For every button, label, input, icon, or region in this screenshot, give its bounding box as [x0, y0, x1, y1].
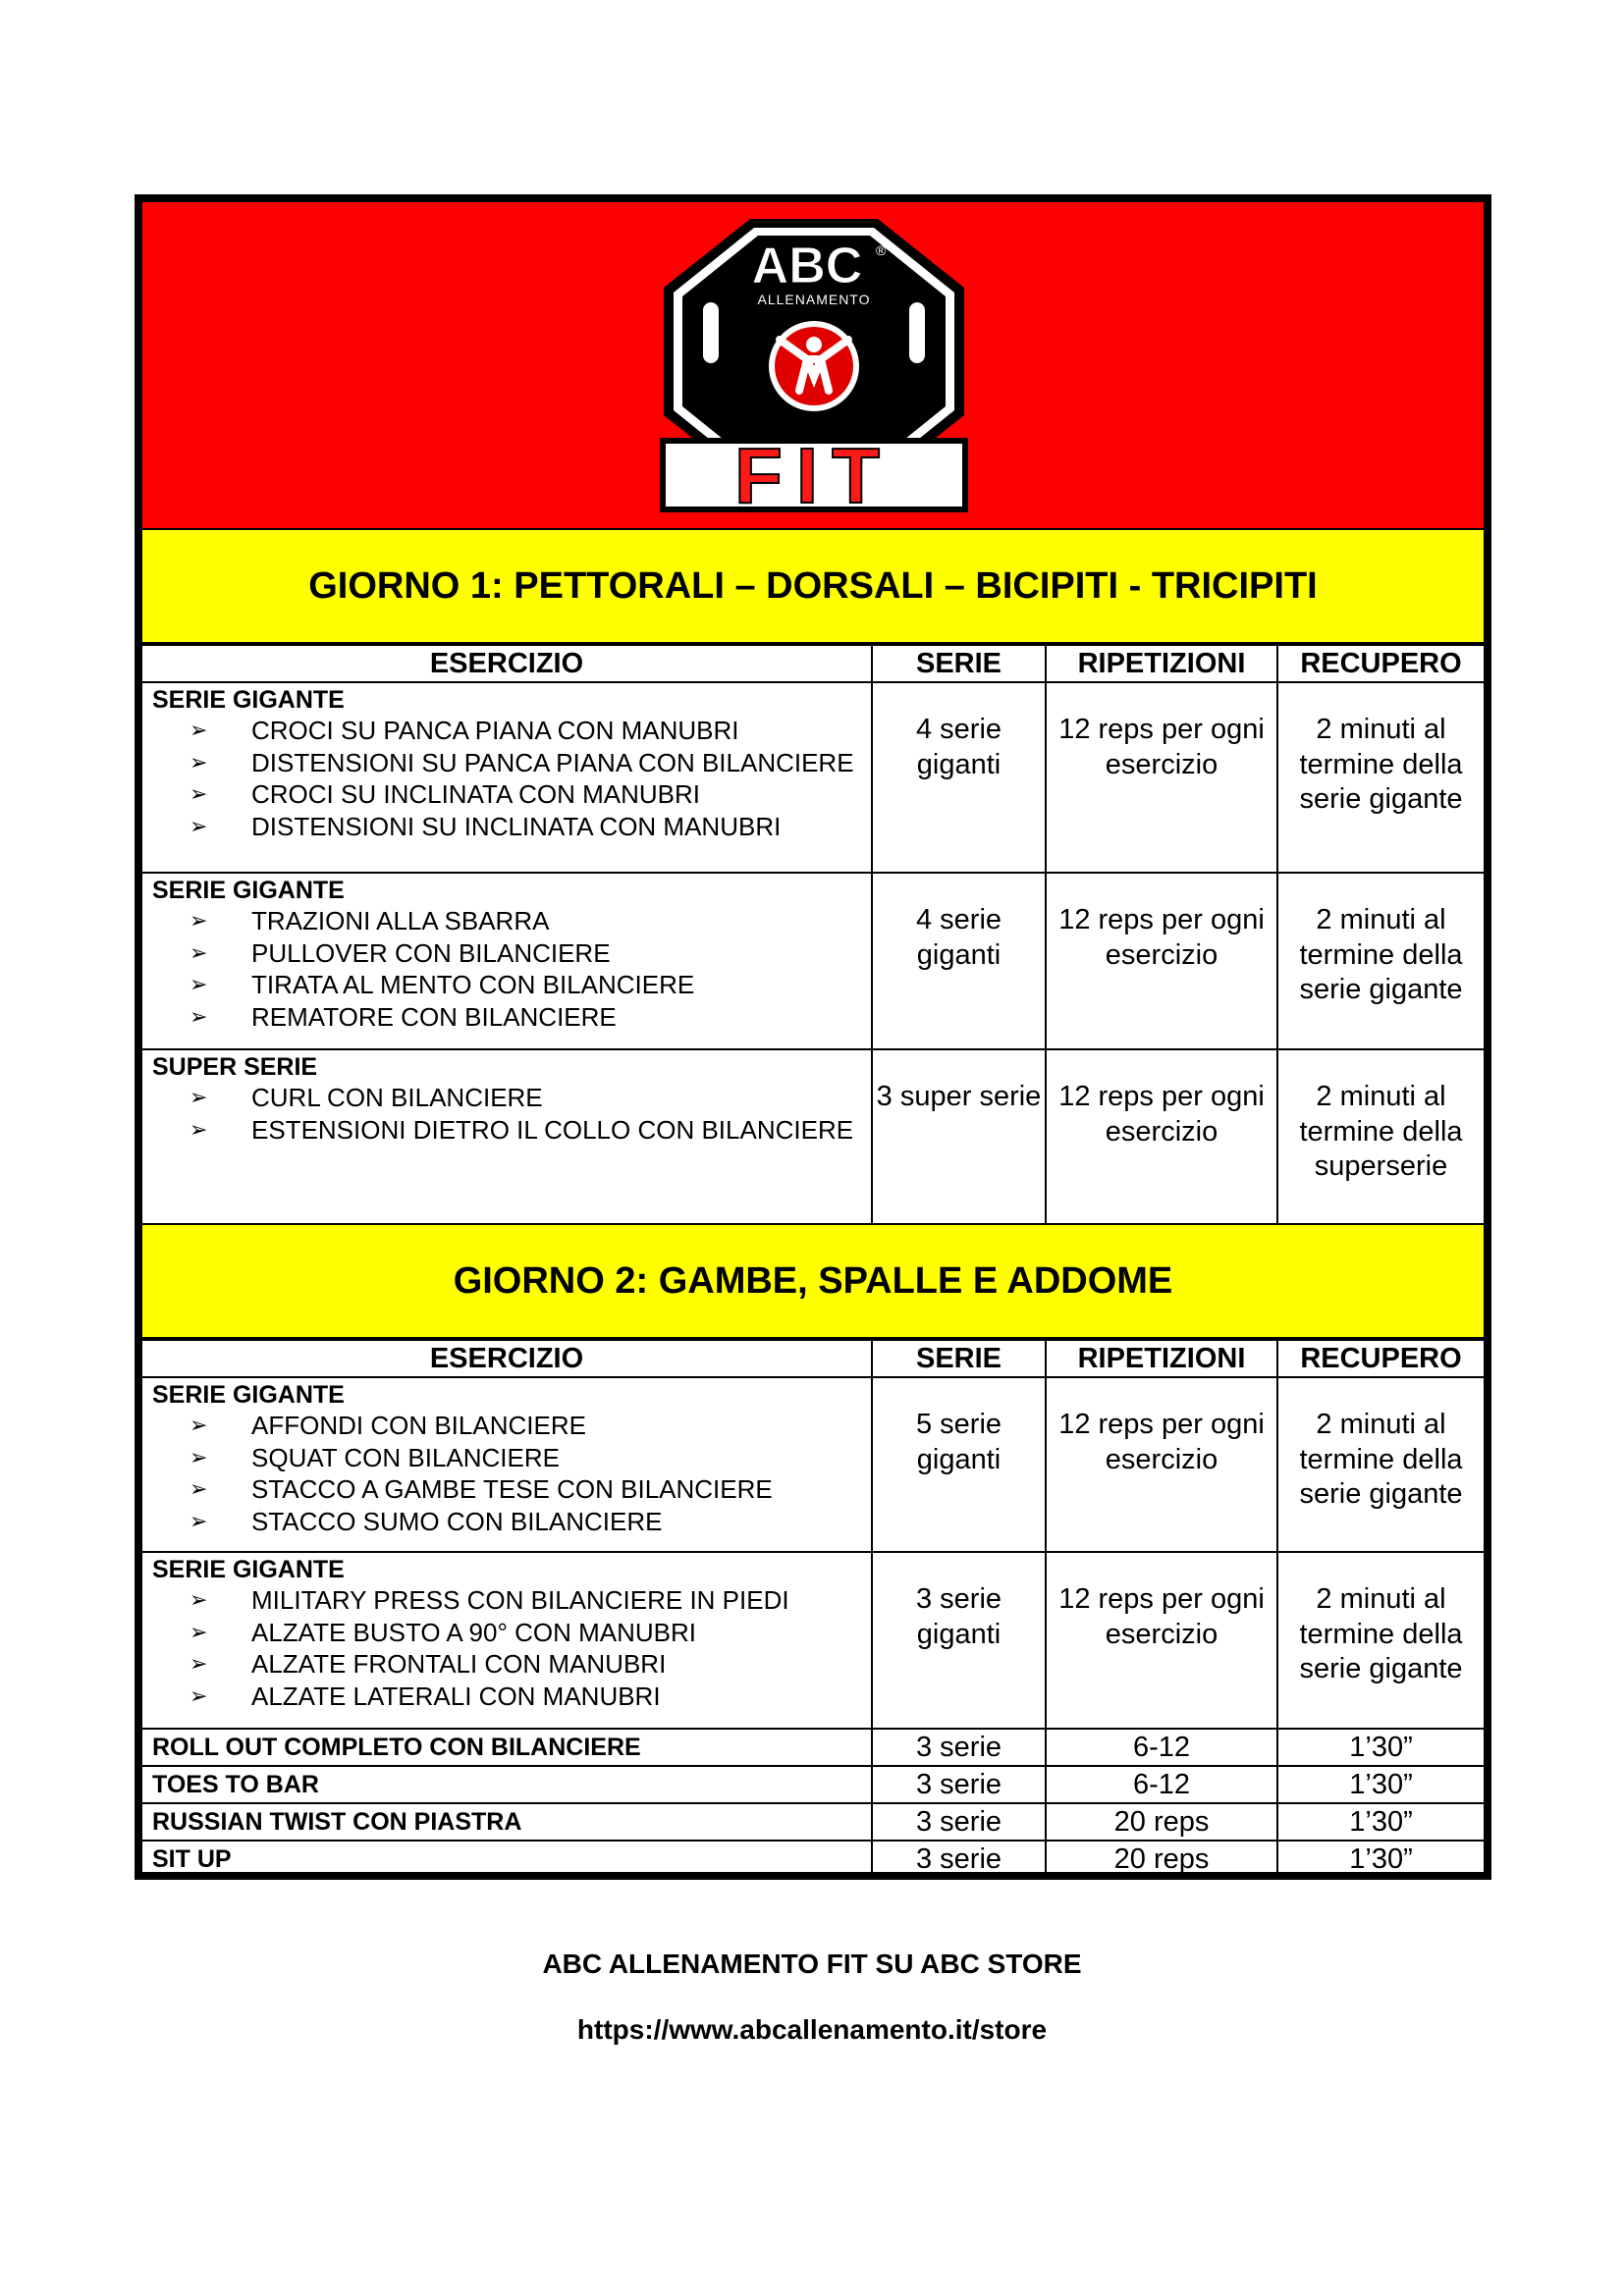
abc-fit-logo	[652, 214, 976, 520]
arrow-bullet-icon: ➢	[189, 972, 208, 996]
logo-fit: FIT	[734, 432, 893, 519]
single-exercise-name: TOES TO BAR	[142, 1766, 872, 1803]
arrow-bullet-icon: ➢	[189, 1085, 208, 1109]
list-item: ➢ TRAZIONI ALLA SBARRA	[189, 906, 550, 935]
header-sets: SERIE	[872, 645, 1046, 682]
list-item: ➢ ALZATE LATERALI CON MANUBRI	[189, 1681, 661, 1711]
logo-subtitle: ALLENAMENTO	[757, 292, 871, 307]
group-type: SERIE GIGANTE	[152, 1381, 345, 1409]
arrow-bullet-icon: ➢	[189, 749, 208, 774]
day2-title: GIORNO 2: GAMBE, SPALLE E ADDOME	[453, 1259, 1173, 1302]
day2-header-row	[142, 1340, 1484, 1377]
header-reps: RIPETIZIONI	[1046, 645, 1277, 682]
rest-cell: 1’30”	[1277, 1729, 1484, 1766]
arrow-bullet-icon: ➢	[189, 1651, 208, 1676]
arrow-bullet-icon: ➢	[189, 1508, 208, 1533]
list-item: ➢ STACCO A GAMBE TESE CON BILANCIERE	[189, 1474, 773, 1504]
list-item: ➢ REMATORE CON BILANCIERE	[189, 1001, 617, 1032]
sets-cell: 3 serie	[872, 1766, 1046, 1803]
arrow-bullet-icon: ➢	[189, 781, 208, 806]
day1-title: GIORNO 1: PETTORALI – DORSALI – BICIPITI - TRICIPITI	[308, 564, 1318, 607]
rest-cell: 2 minuti al termine della serie gigante	[1277, 1552, 1484, 1729]
table-row	[142, 1841, 1484, 1878]
arrow-bullet-icon: ➢	[189, 1476, 208, 1501]
exercise-list	[142, 905, 871, 1033]
exercise-list	[142, 715, 871, 842]
header-rest: RECUPERO	[1277, 1340, 1484, 1377]
sets-cell: 4 serie giganti	[872, 873, 1046, 1049]
rest-cell: 2 minuti al termine della serie gigante	[1277, 682, 1484, 873]
arrow-bullet-icon: ➢	[189, 1116, 208, 1142]
logo-band	[142, 202, 1484, 530]
sets-cell: 3 super serie	[872, 1049, 1046, 1224]
reps-cell: 6-12	[1046, 1766, 1277, 1803]
sets-cell: 3 serie giganti	[872, 1552, 1046, 1729]
rest-cell: 2 minuti al termine della serie gigante	[1277, 873, 1484, 1049]
table-row	[142, 1377, 1484, 1552]
group-type: SERIE GIGANTE	[152, 686, 345, 714]
header-sets: SERIE	[872, 1340, 1046, 1377]
arrow-bullet-icon: ➢	[189, 1444, 208, 1469]
footer-store-line: ABC ALLENAMENTO FIT SU ABC STORE	[542, 1949, 1082, 1979]
reps-cell: 20 reps	[1046, 1803, 1277, 1841]
workout-sheet	[135, 194, 1491, 1880]
table-row	[142, 1552, 1484, 1729]
arrow-bullet-icon: ➢	[189, 1003, 208, 1029]
exercise-cell	[142, 682, 872, 873]
table-row	[142, 1049, 1484, 1224]
group-type: SERIE GIGANTE	[152, 877, 345, 904]
table-row	[142, 1766, 1484, 1803]
exercise-list	[142, 1082, 871, 1146]
list-item: ➢ STACCO SUMO CON BILANCIERE	[189, 1506, 663, 1536]
rest-cell: 1’30”	[1277, 1803, 1484, 1841]
table-row	[142, 1803, 1484, 1841]
arrow-bullet-icon: ➢	[189, 939, 208, 965]
list-item: ➢ ESTENSIONI DIETRO IL COLLO CON BILANCIERE	[189, 1114, 854, 1145]
list-item: ➢ CROCI SU PANCA PIANA CON MANUBRI	[189, 716, 739, 745]
list-item: ➢ TIRATA AL MENTO CON BILANCIERE	[189, 970, 695, 999]
arrow-bullet-icon: ➢	[189, 1587, 208, 1612]
sets-cell: 3 serie	[872, 1841, 1046, 1878]
list-item: ➢ DISTENSIONI SU INCLINATA CON MANUBRI	[189, 811, 782, 841]
list-item: ➢ PULLOVER CON BILANCIERE	[189, 937, 611, 968]
reps-cell: 12 reps per ogni esercizio	[1046, 1049, 1277, 1224]
list-item: ➢ MILITARY PRESS CON BILANCIERE IN PIEDI	[189, 1585, 789, 1615]
day2-table	[142, 1339, 1484, 1879]
exercise-cell	[142, 1377, 872, 1552]
single-exercise-name: RUSSIAN TWIST CON PIASTRA	[142, 1803, 872, 1841]
table-row	[142, 1729, 1484, 1766]
day2-title-band	[142, 1223, 1484, 1339]
logo-brand: ABC	[751, 238, 863, 294]
header-exercise: ESERCIZIO	[142, 645, 872, 682]
day1-header-row	[142, 645, 1484, 682]
exercise-cell	[142, 1049, 872, 1224]
exercise-cell	[142, 1552, 872, 1729]
table-row	[142, 682, 1484, 873]
header-reps: RIPETIZIONI	[1046, 1340, 1277, 1377]
rest-cell: 1’30”	[1277, 1841, 1484, 1878]
arrow-bullet-icon: ➢	[189, 1619, 208, 1644]
reps-cell: 12 reps per ogni esercizio	[1046, 1377, 1277, 1552]
rest-cell: 2 minuti al termine della superserie	[1277, 1049, 1484, 1224]
reps-cell: 6-12	[1046, 1729, 1277, 1766]
arrow-bullet-icon: ➢	[189, 908, 208, 933]
reps-cell: 20 reps	[1046, 1841, 1277, 1878]
day1-title-band	[142, 528, 1484, 644]
list-item: ➢ SQUAT CON BILANCIERE	[189, 1442, 560, 1472]
arrow-bullet-icon: ➢	[189, 718, 208, 742]
list-item: ➢ DISTENSIONI SU PANCA PIANA CON BILANCIERE	[189, 747, 854, 777]
sets-cell: 3 serie	[872, 1729, 1046, 1766]
list-item: ➢ CROCI SU INCLINATA CON MANUBRI	[189, 779, 700, 809]
footer-store-url[interactable]: https://www.abcallenamento.it/store	[576, 2014, 1048, 2045]
reps-cell: 12 reps per ogni esercizio	[1046, 1552, 1277, 1729]
list-item: ➢ AFFONDI CON BILANCIERE	[189, 1411, 586, 1440]
list-item: ➢ ALZATE FRONTALI CON MANUBRI	[189, 1649, 667, 1679]
header-exercise: ESERCIZIO	[142, 1340, 872, 1377]
rest-cell: 2 minuti al termine della serie gigante	[1277, 1377, 1484, 1552]
sets-cell: 4 serie giganti	[872, 682, 1046, 873]
arrow-bullet-icon: ➢	[189, 1682, 208, 1708]
exercise-cell	[142, 873, 872, 1049]
group-type: SERIE GIGANTE	[152, 1556, 345, 1583]
rest-cell: 1’30”	[1277, 1766, 1484, 1803]
arrow-bullet-icon: ➢	[189, 813, 208, 838]
reps-cell: 12 reps per ogni esercizio	[1046, 682, 1277, 873]
sets-cell: 5 serie giganti	[872, 1377, 1046, 1552]
list-item: ➢ ALZATE BUSTO A 90° CON MANUBRI	[189, 1617, 696, 1647]
table-row	[142, 873, 1484, 1049]
exercise-list	[142, 1410, 871, 1537]
reps-cell: 12 reps per ogni esercizio	[1046, 873, 1277, 1049]
single-exercise-name: ROLL OUT COMPLETO CON BILANCIERE	[142, 1729, 872, 1766]
single-exercise-name: SIT UP	[142, 1841, 872, 1878]
list-item: ➢ CURL CON BILANCIERE	[189, 1083, 543, 1112]
group-type: SUPER SERIE	[152, 1053, 318, 1081]
arrow-bullet-icon: ➢	[189, 1413, 208, 1437]
header-rest: RECUPERO	[1277, 645, 1484, 682]
exercise-list	[142, 1584, 871, 1712]
day1-table	[142, 644, 1484, 1225]
sets-cell: 3 serie	[872, 1803, 1046, 1841]
logo-registered: ®	[876, 242, 887, 258]
